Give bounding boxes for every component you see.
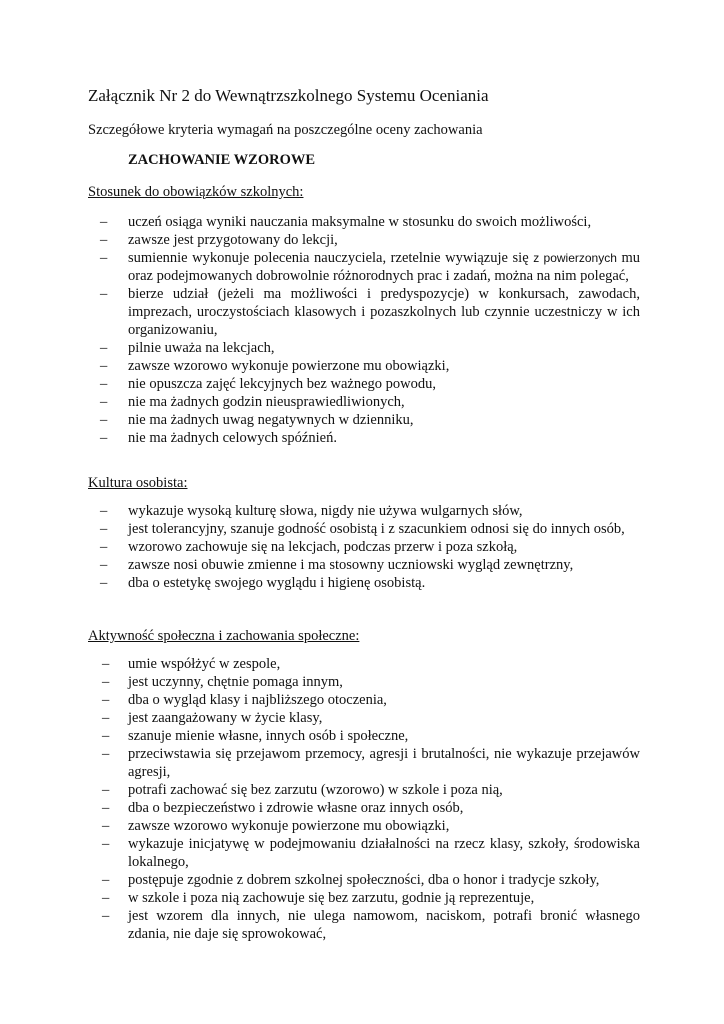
dash-bullet: –: [102, 656, 110, 672]
list-item: – jest wzorem dla innych, nie ulega namowom, naciskom, potrafi bronić własnego zdania, nie daje się sprowokować,: [102, 908, 640, 942]
list-item: – umie współżyć w zespole,: [102, 656, 281, 672]
list-item: – jest tolerancyjny, szanuje godność osobistą i z szacunkiem odnosi się do innych osób,: [100, 521, 625, 537]
list-item: – pilnie uważa na lekcjach,: [100, 340, 275, 356]
list-item: – zawsze wzorowo wykonuje powierzone mu obowiązki,: [100, 358, 450, 374]
dash-bullet: –: [100, 358, 108, 374]
dash-bullet: –: [100, 394, 108, 410]
dash-bullet: –: [102, 800, 110, 816]
dash-bullet: –: [100, 503, 108, 519]
list-item: – nie ma żadnych uwag negatywnych w dzienniku,: [100, 412, 414, 428]
list-item: – potrafi zachować się bez zarzutu (wzorowo) w szkole i poza nią,: [102, 782, 503, 798]
dash-bullet: –: [102, 746, 110, 762]
list-item: – dba o bezpieczeństwo i zdrowie własne oraz innych osób,: [102, 800, 464, 816]
section-label-obowiazki: Stosunek do obowiązków szkolnych:: [88, 184, 304, 200]
criteria-list-obowiazki: [100, 213, 640, 447]
list-item: – zawsze jest przygotowany do lekcji,: [100, 232, 338, 248]
list-item: – jest uczynny, chętnie pomaga innym,: [102, 674, 343, 690]
list-item: – przeciwstawia się przejawom przemocy, agresji i brutalności, nie wykazuje przejawów agresji,: [102, 746, 640, 780]
dash-bullet: –: [100, 430, 108, 446]
dash-bullet: –: [100, 250, 108, 266]
dash-bullet: –: [100, 575, 108, 591]
dash-bullet: –: [102, 836, 110, 852]
list-item: – w szkole i poza nią zachowuje się bez zarzutu, godnie ją reprezentuje,: [102, 890, 535, 906]
dash-bullet: –: [100, 214, 108, 230]
dash-bullet: –: [100, 286, 108, 302]
dash-bullet: –: [100, 376, 108, 392]
list-item: – wykazuje inicjatywę w podejmowaniu działalności na rzecz klasy, szkoły, środowiska lokalnego,: [102, 836, 640, 870]
list-item: – bierze udział (jeżeli ma możliwości i predyspozycje) w konkursach, zawodach, imprezach, uroczystościach klasowych i pozaszkolnych lub czynnie uczestniczy w ich organizowaniu,: [100, 286, 640, 338]
list-item: – nie opuszcza zajęć lekcyjnych bez ważnego powodu,: [100, 376, 436, 392]
list-item: – dba o estetykę swojego wyglądu i higienę osobistą.: [100, 575, 426, 591]
dash-bullet: –: [102, 782, 110, 798]
list-item: – wzorowo zachowuje się na lekcjach, podczas przerw i poza szkołą,: [100, 539, 518, 555]
list-item: – sumiennie wykonuje polecenia nauczyciela, rzetelnie wywiązuje się z powierzonych mu oraz podejmowanych dobrowolnie różnorodnych prac i zadań, można na nim polegać,: [100, 250, 640, 284]
section-label-aktywnosc: Aktywność społeczna i zachowania społeczne:: [88, 628, 360, 644]
dash-bullet: –: [102, 728, 110, 744]
dash-bullet: –: [100, 340, 108, 356]
criteria-list-aktywnosc: [102, 655, 640, 943]
list-item: – jest zaangażowany w życie klasy,: [102, 710, 323, 726]
dash-bullet: –: [102, 692, 110, 708]
list-item: – uczeń osiąga wyniki nauczania maksymalne w stosunku do swoich możliwości,: [100, 214, 592, 230]
list-item: – postępuje zgodnie z dobrem szkolnej społeczności, dba o honor i tradycje szkoły,: [102, 872, 600, 888]
criteria-list-kultura: [100, 502, 640, 592]
list-item: – dba o wygląd klasy i najbliższego otoczenia,: [102, 692, 387, 708]
dash-bullet: –: [102, 872, 110, 888]
dash-bullet: –: [100, 557, 108, 573]
dash-bullet: –: [102, 890, 110, 906]
list-item: – zawsze wzorowo wykonuje powierzone mu obowiązki,: [102, 818, 450, 834]
dash-bullet: –: [102, 818, 110, 834]
grade-heading: ZACHOWANIE WZOROWE: [128, 152, 316, 168]
list-item: – nie ma żadnych godzin nieusprawiedliwionych,: [100, 394, 405, 410]
dash-bullet: –: [100, 412, 108, 428]
dash-bullet: –: [100, 539, 108, 555]
list-item: – wykazuje wysoką kulturę słowa, nigdy nie używa wulgarnych słów,: [100, 503, 523, 519]
list-item: – zawsze nosi obuwie zmienne i ma stosowny uczniowski wygląd zewnętrzny,: [100, 557, 574, 573]
page-subtitle: Szczegółowe kryteria wymagań na poszczególne oceny zachowania: [88, 122, 483, 138]
dash-bullet: –: [100, 232, 108, 248]
list-item: – szanuje mienie własne, innych osób i społeczne,: [102, 728, 409, 744]
dash-bullet: –: [100, 521, 108, 537]
list-item: – nie ma żadnych celowych spóźnień.: [100, 430, 337, 446]
dash-bullet: –: [102, 710, 110, 726]
section-label-kultura: Kultura osobista:: [88, 475, 188, 491]
dash-bullet: –: [102, 908, 110, 924]
page-title: Załącznik Nr 2 do Wewnątrzszkolnego Systemu Oceniania: [88, 86, 489, 105]
dash-bullet: –: [102, 674, 110, 690]
